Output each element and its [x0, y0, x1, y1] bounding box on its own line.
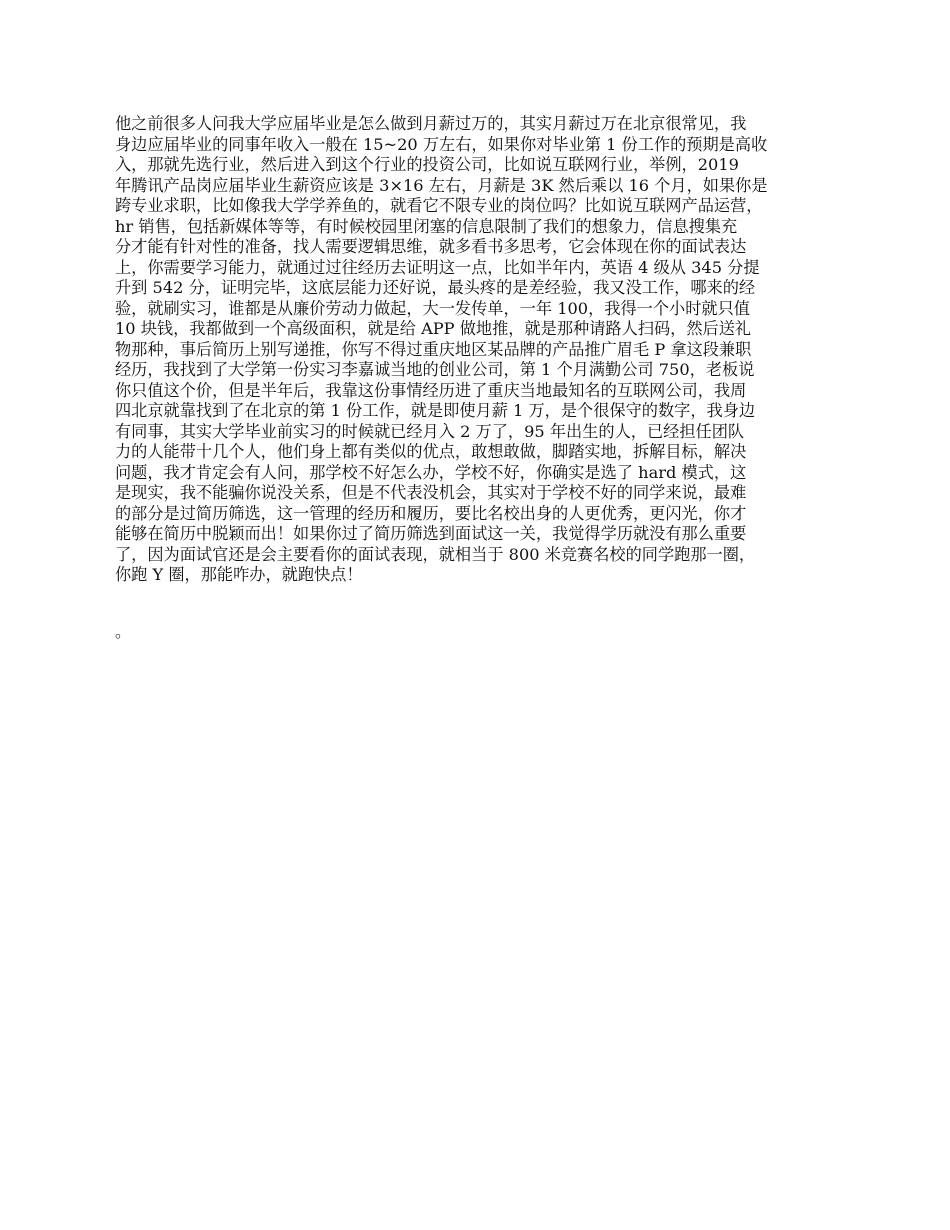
paragraph-line: 入，那就先选行业，然后进入到这个行业的投资公司，比如说互联网行业，举例，2019: [115, 155, 739, 174]
paragraph-line: 验，就刷实习，谁都是从廉价劳动力做起，大一发传单，一年 100，我得一个小时就只值: [115, 298, 750, 318]
paragraph-line: 能够在简历中脱颖而出！如果你过了简历筛选到面试这一关，我觉得学历就没有那么重要: [115, 524, 747, 543]
paragraph-line: 上，你需要学习能力，就通过过往经历去证明这一点，比如半年内，英语 4 级从 345 分提: [115, 257, 760, 277]
paragraph-line: 有同事，其实大学毕业前实习的时候就已经月入 2 万了，95 年出生的人，已经担任团队: [115, 421, 745, 441]
paragraph-line: 分才能有针对性的准备，找人需要逻辑思维，就多看书多思考，它会体现在你的面试表达: [115, 237, 747, 256]
paragraph-line: 跨专业求职，比如像我大学学养鱼的，就看它不限专业的岗位吗？比如说互联网产品运营，: [115, 196, 763, 215]
paragraph-line: hr 销售，包括新媒体等等，有时候校园里闭塞的信息限制了我们的想象力，信息搜集充: [115, 216, 738, 236]
paragraph-line: 了，因为面试官还是会主要看你的面试表现，就相当于 800 米竞赛名校的同学跑那一圈，: [115, 544, 756, 564]
paragraph-line: 四北京就靠找到了在北京的第 1 份工作，就是即使月薪 1 万，是个很保守的数字，我身边: [115, 401, 756, 420]
paragraph-line: 你只值这个价，但是半年后，我靠这份事情经历进了重庆当地最知名的互联网公司，我周: [115, 380, 747, 400]
paragraph-line: 升到 542 分，证明完毕，这底层能力还好说，最头疼的是差经验，我又没工作，哪来的经: [115, 278, 756, 297]
paragraph-line: 是现实，我不能骗你说没关系，但是不代表没机会，其实对于学校不好的同学来说，最难: [115, 483, 747, 502]
paragraph-line: 10 块钱，我都做到一个高级面积，就是给 APP 做地推，就是那种请路人扫码，然后送礼: [115, 319, 752, 338]
paragraph-line: 你跑 Y 圈，那能咋办，就跑快点！: [115, 565, 363, 584]
paragraph-line: 物那种，事后简历上别写递推，你写不得过重庆地区某品牌的产品推广眉毛 P 拿这段兼职: [115, 339, 752, 359]
paragraph-line: 年腾讯产品岗应届毕业生薪资应该是 3×16 左右，月薪是 3K 然后乘以 16 个月，如果你是: [115, 175, 768, 195]
paragraph-line: 他之前很多人问我大学应届毕业是怎么做到月薪过万的，其实月薪过万在北京很常见，我: [115, 114, 747, 133]
paragraph-line: 身边应届毕业的同事年收入一般在 15~20 万左右，如果你对毕业第 1 份工作的预期是高收: [115, 134, 768, 154]
paragraph-line: 力的人能带十几个人，他们身上都有类似的优点，敢想敢做，脚踏实地，拆解目标，解决: [115, 442, 747, 461]
paragraph-line: 经历，我找到了大学第一份实习李嘉诚当地的创业公司，第 1 个月满勤公司 750，老板说: [115, 360, 755, 379]
paragraph-line: 问题，我才肯定会有人问，那学校不好怎么办，学校不好，你确实是选了 hard 模式，这: [115, 462, 747, 482]
body-paragraph: [115, 114, 855, 586]
end-punctuation-mark: 。: [115, 622, 132, 641]
paragraph-line: 的部分是过简历筛选，这一管理的经历和履历，要比名校出身的人更优秀，更闪光，你才: [115, 503, 747, 523]
